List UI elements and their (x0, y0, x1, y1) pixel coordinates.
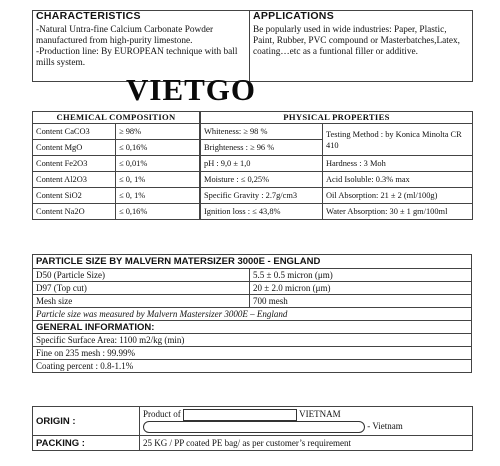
phys-right: Acid Isoluble: 0.3% max (323, 172, 473, 188)
characteristics-text-2: -Production line: By EUROPEAN technique with ball mills system. (36, 47, 238, 68)
packing-text: 25 KG / PP coated PE bag/ as per customer’s requirement (140, 436, 473, 451)
phys-left: Brighteness : ≥ 96 % (201, 140, 323, 156)
phys-right: Water Absorption: 30 ± 1 gm/100ml (323, 204, 473, 220)
chemical-composition-heading: CHEMICAL COMPOSITION (33, 112, 200, 124)
particle-note: Particle size was measured by Malvern Mastersizer 3000E – England (33, 308, 472, 321)
particle-value: 20 ± 2.0 micron (μm) (250, 282, 472, 295)
phys-right: Hardness : 3 Moh (323, 156, 473, 172)
applications-heading: APPLICATIONS (253, 10, 334, 22)
phys-left: Moisture : ≤ 0,25% (201, 172, 323, 188)
redacted-box-2 (143, 421, 365, 433)
chem-name: Content Al2O3 (33, 172, 116, 188)
origin-value-cell (140, 407, 473, 436)
particle-value: 700 mesh (250, 295, 472, 308)
chem-value: ≤ 0, 1% (116, 188, 200, 204)
phys-right: Oil Absorption: 21 ± 2 (ml/100g) (323, 188, 473, 204)
chem-name: Content SiO2 (33, 188, 116, 204)
chem-value: ≤ 0,16% (116, 204, 200, 220)
particle-size-table (32, 254, 472, 373)
chem-value: ≤ 0, 1% (116, 172, 200, 188)
characteristics-heading: CHARACTERISTICS (36, 10, 141, 22)
physical-properties-table (200, 111, 473, 220)
phys-left: pH : 9,0 ± 1,0 (201, 156, 323, 172)
applications-cell (250, 11, 473, 82)
chem-name: Content Fe2O3 (33, 156, 116, 172)
chem-name: Content CaCO3 (33, 124, 116, 140)
physical-properties-heading: PHYSICAL PROPERTIES (201, 112, 473, 124)
origin-country-2: - Vietnam (367, 421, 403, 432)
packing-label: PACKING : (33, 436, 140, 451)
particle-name: D97 (Top cut) (33, 282, 250, 295)
redacted-box (183, 409, 297, 421)
chem-value: ≤ 0,01% (116, 156, 200, 172)
chem-value: ≥ 98% (116, 124, 200, 140)
origin-label: ORIGIN : (33, 407, 140, 436)
phys-left: Specific Gravity : 2.7g/cm3 (201, 188, 323, 204)
chem-value: ≤ 0,16% (116, 140, 200, 156)
particle-name: D50 (Particle Size) (33, 269, 250, 282)
general-coating: Coating percent : 0.8-1.1% (33, 360, 472, 373)
characteristics-cell (33, 11, 250, 82)
general-fine: Fine on 235 mesh : 99.99% (33, 347, 472, 360)
phys-right: Testing Method : by Konica Minolta CR 410 (323, 124, 473, 156)
phys-left: Ignition loss : ≤ 43,8% (201, 204, 323, 220)
characteristics-text-1: -Natural Untra-fine Calcium Carbonate Powder manufactured from high-purity limestone. (36, 25, 214, 46)
vietgo-watermark: VIETGO (126, 72, 257, 107)
product-of-text: Product of (143, 409, 181, 420)
particle-size-heading: PARTICLE SIZE BY MALVERN MATERSIZER 3000E - ENGLAND (33, 255, 472, 269)
phys-left: Whiteness: ≥ 98 % (201, 124, 323, 140)
origin-country: VIETNAM (299, 409, 341, 420)
chem-name: Content Na2O (33, 204, 116, 220)
particle-value: 5.5 ± 0.5 micron (μm) (250, 269, 472, 282)
chem-name: Content MgO (33, 140, 116, 156)
chemical-composition-table (32, 111, 200, 220)
general-surface: Specific Surface Area: 1100 m2/kg (min) (33, 334, 472, 347)
applications-text: Be popularly used in wide industries: Paper, Plastic, Paint, Rubber, PVC compound or Masterbatches,Latex, coating…etc as a funtional filler or additive. (253, 25, 460, 57)
particle-name: Mesh size (33, 295, 250, 308)
origin-packing-table (32, 406, 473, 451)
general-info-heading: GENERAL INFORMATION: (33, 321, 472, 334)
